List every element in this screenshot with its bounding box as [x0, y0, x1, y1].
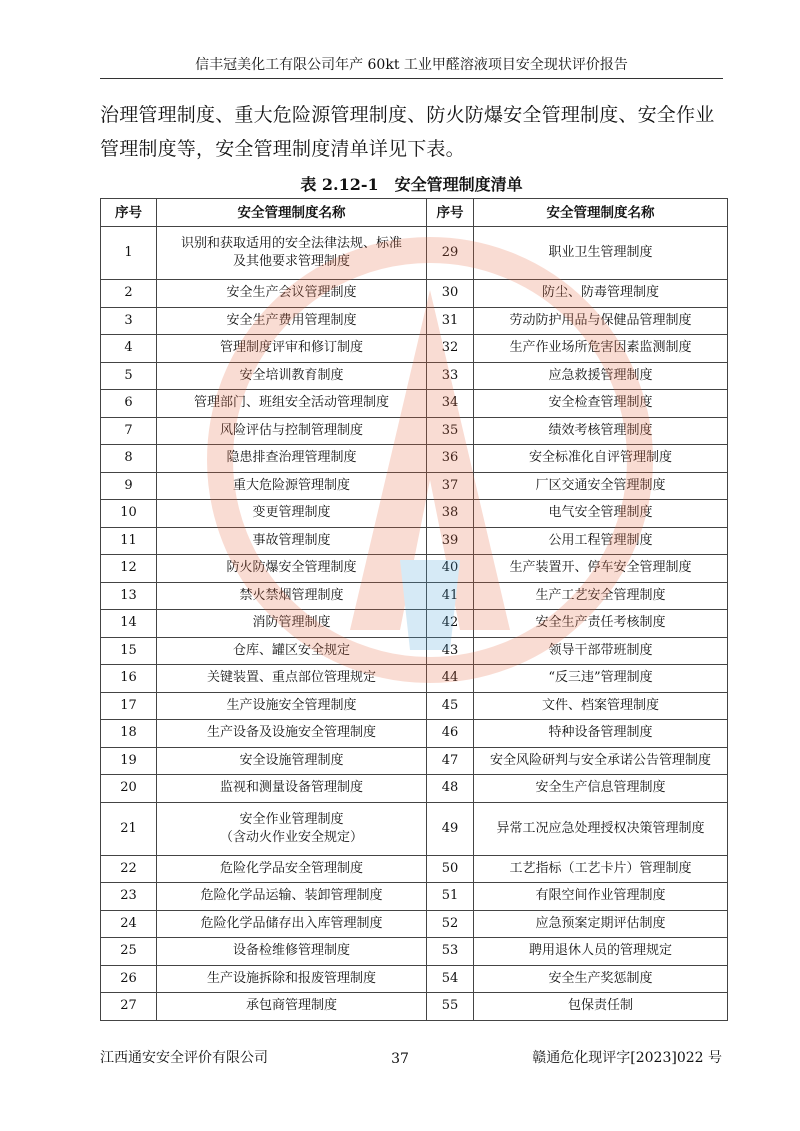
seq-cell: 26 — [101, 965, 157, 993]
page-number: 37 — [391, 1051, 409, 1067]
seq-cell: 48 — [427, 775, 474, 803]
rule-name-line: 风险评估与控制管理制度 — [219, 422, 363, 438]
rule-name-cell — [157, 855, 427, 883]
rule-name-cell: 防尘、防毒管理制度 — [474, 280, 728, 308]
table-row — [101, 883, 728, 911]
seq-cell: 29 — [427, 227, 474, 280]
rule-name-cell — [157, 500, 427, 528]
table-row — [101, 500, 728, 528]
table-row — [101, 227, 728, 280]
seq-cell: 41 — [427, 582, 474, 610]
rule-name-cell: 劳动防护用品与保健品管理制度 — [474, 307, 728, 335]
rule-name-cell — [157, 665, 427, 693]
seq-cell: 1 — [101, 227, 157, 280]
rule-name-line: 监视和测量设备管理制度 — [219, 780, 363, 796]
rule-name-line: 重大危险源管理制度 — [232, 477, 350, 493]
footer-doc-number: 赣通危化现评字[2023]022 号 — [532, 1050, 722, 1066]
rule-name-cell: 公用工程管理制度 — [474, 527, 728, 555]
table-row — [101, 747, 728, 775]
seq-cell: 9 — [101, 472, 157, 500]
rule-name-cell — [157, 610, 427, 638]
seq-cell: 39 — [427, 527, 474, 555]
header-name-2: 安全管理制度名称 — [474, 199, 728, 227]
rule-name-cell — [157, 227, 427, 280]
table-row — [101, 445, 728, 473]
seq-cell: 42 — [427, 610, 474, 638]
header-divider — [100, 78, 723, 79]
table-row — [101, 855, 728, 883]
rule-name-cell — [157, 720, 427, 748]
seq-cell: 49 — [427, 802, 474, 855]
rule-name-line: 禁火禁烟管理制度 — [239, 587, 344, 603]
seq-cell: 5 — [101, 362, 157, 390]
rule-name-line: 承包商管理制度 — [245, 998, 337, 1014]
rule-name-line: 防火防爆安全管理制度 — [226, 560, 357, 576]
seq-cell: 15 — [101, 637, 157, 665]
seq-cell: 45 — [427, 692, 474, 720]
rule-name-cell — [157, 390, 427, 418]
seq-cell: 47 — [427, 747, 474, 775]
rule-name-line: 安全培训教育制度 — [239, 367, 344, 383]
rule-name-line: 安全作业管理制度 — [239, 811, 344, 827]
rule-name-cell — [157, 747, 427, 775]
rule-name-line: 生产设备及设施安全管理制度 — [206, 725, 376, 741]
seq-cell: 36 — [427, 445, 474, 473]
table-row — [101, 993, 728, 1021]
table-row — [101, 582, 728, 610]
rule-name-line: 隐患排查治理管理制度 — [226, 450, 357, 466]
seq-cell: 17 — [101, 692, 157, 720]
seq-cell: 10 — [101, 500, 157, 528]
page-header: 信丰冠美化工有限公司年产 60kt 工业甲醛溶液项目安全现状评价报告 — [195, 57, 628, 73]
rule-name-cell — [157, 280, 427, 308]
seq-cell: 33 — [427, 362, 474, 390]
rule-name-cell — [157, 775, 427, 803]
seq-cell: 18 — [101, 720, 157, 748]
rule-name-line: 生产设施安全管理制度 — [226, 697, 357, 713]
seq-cell: 30 — [427, 280, 474, 308]
table-row — [101, 307, 728, 335]
seq-cell: 38 — [427, 500, 474, 528]
seq-cell: 16 — [101, 665, 157, 693]
rule-name-cell: 安全生产信息管理制度 — [474, 775, 728, 803]
rule-name-line: 关键装置、重点部位管理规定 — [206, 670, 376, 686]
seq-cell: 23 — [101, 883, 157, 911]
table-row — [101, 938, 728, 966]
table-caption: 表 2.12-1 安全管理制度清单 — [300, 175, 523, 194]
rule-name-line: 危险化学品安全管理制度 — [219, 860, 363, 876]
rule-name-line: 安全生产费用管理制度 — [226, 312, 357, 328]
table-header-row — [101, 199, 728, 227]
header-seq-1: 序号 — [101, 199, 157, 227]
rule-name-cell — [157, 307, 427, 335]
rule-name-cell — [157, 527, 427, 555]
seq-cell: 24 — [101, 910, 157, 938]
seq-cell: 34 — [427, 390, 474, 418]
table-row — [101, 610, 728, 638]
rule-name-cell: 生产装置开、停车安全管理制度 — [474, 555, 728, 583]
rule-name-line: 管理制度评审和修订制度 — [219, 340, 363, 356]
table-row — [101, 280, 728, 308]
rule-name-cell — [157, 555, 427, 583]
rule-name-cell — [157, 938, 427, 966]
rule-name-cell: 工艺指标（工艺卡片）管理制度 — [474, 855, 728, 883]
header-seq-2: 序号 — [427, 199, 474, 227]
rule-name-line: 生产设施拆除和报废管理制度 — [206, 970, 376, 986]
rule-name-cell: 文件、档案管理制度 — [474, 692, 728, 720]
seq-cell: 22 — [101, 855, 157, 883]
table-row — [101, 665, 728, 693]
rule-name-line: 仓库、罐区安全规定 — [232, 642, 350, 658]
seq-cell: 51 — [427, 883, 474, 911]
seq-cell: 2 — [101, 280, 157, 308]
seq-cell: 13 — [101, 582, 157, 610]
seq-cell: 37 — [427, 472, 474, 500]
table-row — [101, 472, 728, 500]
table-body — [101, 227, 728, 1021]
seq-cell: 7 — [101, 417, 157, 445]
rule-name-cell: 厂区交通安全管理制度 — [474, 472, 728, 500]
table-row — [101, 965, 728, 993]
rule-name-cell — [157, 417, 427, 445]
seq-cell: 25 — [101, 938, 157, 966]
seq-cell: 44 — [427, 665, 474, 693]
seq-cell: 52 — [427, 910, 474, 938]
rule-name-cell: 应急预案定期评估制度 — [474, 910, 728, 938]
rule-name-cell — [157, 883, 427, 911]
rule-name-line: 管理部门、班组安全活动管理制度 — [193, 395, 389, 411]
rule-name-cell: 安全标准化自评管理制度 — [474, 445, 728, 473]
table-row — [101, 335, 728, 363]
seq-cell: 43 — [427, 637, 474, 665]
rule-name-cell: 生产工艺安全管理制度 — [474, 582, 728, 610]
rule-name-cell: 职业卫生管理制度 — [474, 227, 728, 280]
seq-cell: 14 — [101, 610, 157, 638]
intro-line-2: 管理制度等，安全管理制度清单详见下表。 — [100, 138, 465, 160]
rule-name-cell — [157, 335, 427, 363]
table-row — [101, 775, 728, 803]
seq-cell: 20 — [101, 775, 157, 803]
rule-name-cell: 聘用退休人员的管理规定 — [474, 938, 728, 966]
seq-cell: 32 — [427, 335, 474, 363]
seq-cell: 11 — [101, 527, 157, 555]
rule-name-cell: 包保责任制 — [474, 993, 728, 1021]
rule-name-line: 安全生产会议管理制度 — [226, 285, 357, 301]
rule-name-cell — [157, 582, 427, 610]
seq-cell: 6 — [101, 390, 157, 418]
rule-name-line: 事故管理制度 — [252, 532, 331, 548]
rule-name-line: 及其他要求管理制度 — [232, 254, 350, 269]
table-row — [101, 637, 728, 665]
rule-name-line: 设备检维修管理制度 — [232, 943, 350, 959]
rule-name-cell — [157, 445, 427, 473]
rule-name-cell: 安全生产责任考核制度 — [474, 610, 728, 638]
seq-cell: 53 — [427, 938, 474, 966]
rule-name-line: 安全设施管理制度 — [239, 752, 344, 768]
rule-name-cell: 生产作业场所危害因素监测制度 — [474, 335, 728, 363]
seq-cell: 31 — [427, 307, 474, 335]
seq-cell: 35 — [427, 417, 474, 445]
rule-name-line: 识别和获取适用的安全法律法规、标准 — [180, 236, 402, 251]
rule-name-cell — [157, 993, 427, 1021]
rule-name-cell: 安全风险研判与安全承诺公告管理制度 — [474, 747, 728, 775]
intro-line-1: 治理管理制度、重大危险源管理制度、防火防爆安全管理制度、安全作业 — [100, 104, 715, 126]
footer-company: 江西通安安全评价有限公司 — [100, 1050, 268, 1066]
table-row — [101, 802, 728, 855]
rule-name-cell: 特种设备管理制度 — [474, 720, 728, 748]
seq-cell: 3 — [101, 307, 157, 335]
rule-name-line: 危险化学品储存出入库管理制度 — [200, 915, 383, 931]
rule-name-line: 变更管理制度 — [252, 505, 331, 521]
rule-name-cell — [157, 965, 427, 993]
seq-cell: 8 — [101, 445, 157, 473]
seq-cell: 54 — [427, 965, 474, 993]
rule-name-line: （含动火作业安全规定） — [219, 829, 363, 845]
seq-cell: 55 — [427, 993, 474, 1021]
rule-name-cell: 应急救援管理制度 — [474, 362, 728, 390]
table-row — [101, 362, 728, 390]
rule-name-cell — [157, 910, 427, 938]
seq-cell: 12 — [101, 555, 157, 583]
safety-rules-table — [100, 198, 728, 1021]
rule-name-cell — [157, 472, 427, 500]
rule-name-cell: 电气安全管理制度 — [474, 500, 728, 528]
seq-cell: 46 — [427, 720, 474, 748]
rule-name-cell — [157, 802, 427, 855]
rule-name-cell: 领导干部带班制度 — [474, 637, 728, 665]
rule-name-cell: “反三违”管理制度 — [474, 665, 728, 693]
rule-name-line: 危险化学品运输、装卸管理制度 — [200, 888, 383, 904]
seq-cell: 40 — [427, 555, 474, 583]
seq-cell: 21 — [101, 802, 157, 855]
table-row — [101, 390, 728, 418]
rule-name-cell — [157, 637, 427, 665]
rule-name-cell: 异常工况应急处理授权决策管理制度 — [474, 802, 728, 855]
seq-cell: 27 — [101, 993, 157, 1021]
table-row — [101, 555, 728, 583]
rule-name-cell: 安全检查管理制度 — [474, 390, 728, 418]
rule-name-cell — [157, 692, 427, 720]
intro-paragraph — [100, 98, 723, 166]
rule-name-cell — [157, 362, 427, 390]
table-row — [101, 692, 728, 720]
header-name-1: 安全管理制度名称 — [157, 199, 427, 227]
table-row — [101, 720, 728, 748]
seq-cell: 4 — [101, 335, 157, 363]
seq-cell: 50 — [427, 855, 474, 883]
table-row — [101, 910, 728, 938]
table-row — [101, 417, 728, 445]
table-row — [101, 527, 728, 555]
seq-cell: 19 — [101, 747, 157, 775]
rule-name-line: 消防管理制度 — [252, 615, 331, 631]
rule-name-cell: 有限空间作业管理制度 — [474, 883, 728, 911]
rule-name-cell: 安全生产奖惩制度 — [474, 965, 728, 993]
rule-name-cell: 绩效考核管理制度 — [474, 417, 728, 445]
